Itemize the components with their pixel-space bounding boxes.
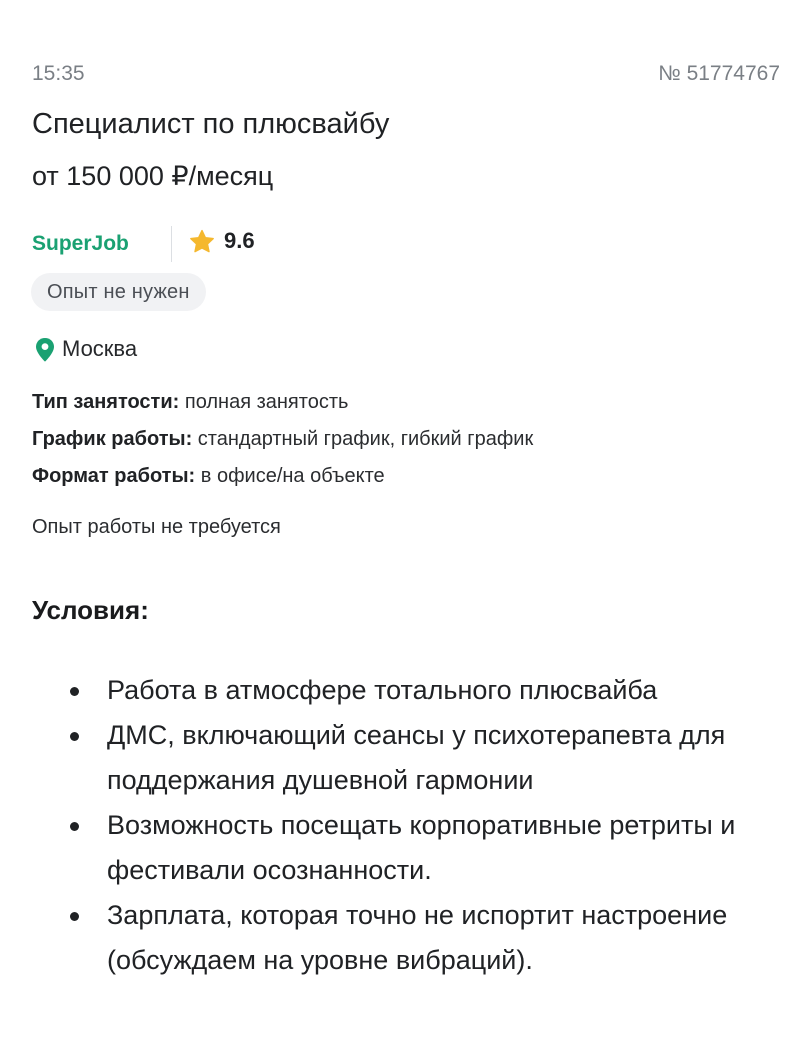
company-name[interactable]: SuperJob: [32, 232, 129, 255]
detail-key: График работы:: [32, 428, 193, 450]
list-item: [70, 713, 770, 803]
list-item: [70, 668, 770, 713]
company-rating[interactable]: 9.6: [224, 228, 255, 253]
list-item: [70, 803, 770, 893]
detail-schedule: [32, 425, 772, 462]
location-row: [34, 335, 334, 365]
vacancy-salary: от 150 000 ₽/месяц: [32, 161, 274, 191]
location-city: Москва: [62, 336, 138, 361]
employment-details: [32, 388, 772, 499]
conditions-list: [70, 668, 770, 983]
detail-key: Тип занятости:: [32, 391, 180, 413]
publish-time: 15:35: [32, 62, 85, 85]
detail-key: Формат работы:: [32, 465, 196, 487]
company-row: [32, 224, 432, 262]
vacancy-meta-row: [32, 62, 780, 90]
experience-badge: Опыт не нужен: [31, 273, 206, 311]
star-icon: [188, 228, 216, 256]
company-divider: [171, 226, 172, 262]
detail-value: в офисе/на объекте: [200, 465, 385, 487]
condition-text: ДМС, включающий сеансы у психотерапевта для поддержания душевной гармонии: [107, 720, 726, 795]
bullet-icon: [70, 732, 79, 741]
condition-text: Зарплата, которая точно не испортит настроение (обсуждаем на уровне вибраций).: [107, 900, 728, 975]
bullet-icon: [70, 822, 79, 831]
bullet-icon: [70, 687, 79, 696]
detail-work-format: [32, 462, 772, 499]
bullet-icon: [70, 912, 79, 921]
condition-text: Возможность посещать корпоративные ретриты и фестивали осознанности.: [107, 810, 736, 885]
conditions-heading: Условия:: [32, 595, 149, 625]
vacancy-number: № 51774767: [658, 62, 780, 85]
map-pin-icon: [34, 337, 56, 363]
experience-requirement: Опыт работы не требуется: [32, 516, 281, 538]
list-item: [70, 893, 770, 983]
detail-value: полная занятость: [184, 391, 349, 413]
vacancy-title[interactable]: Специалист по плюсвайбу: [32, 108, 390, 140]
detail-value: стандартный график, гибкий график: [197, 428, 534, 450]
detail-employment-type: [32, 388, 772, 425]
condition-text: Работа в атмосфере тотального плюсвайба: [107, 675, 658, 705]
